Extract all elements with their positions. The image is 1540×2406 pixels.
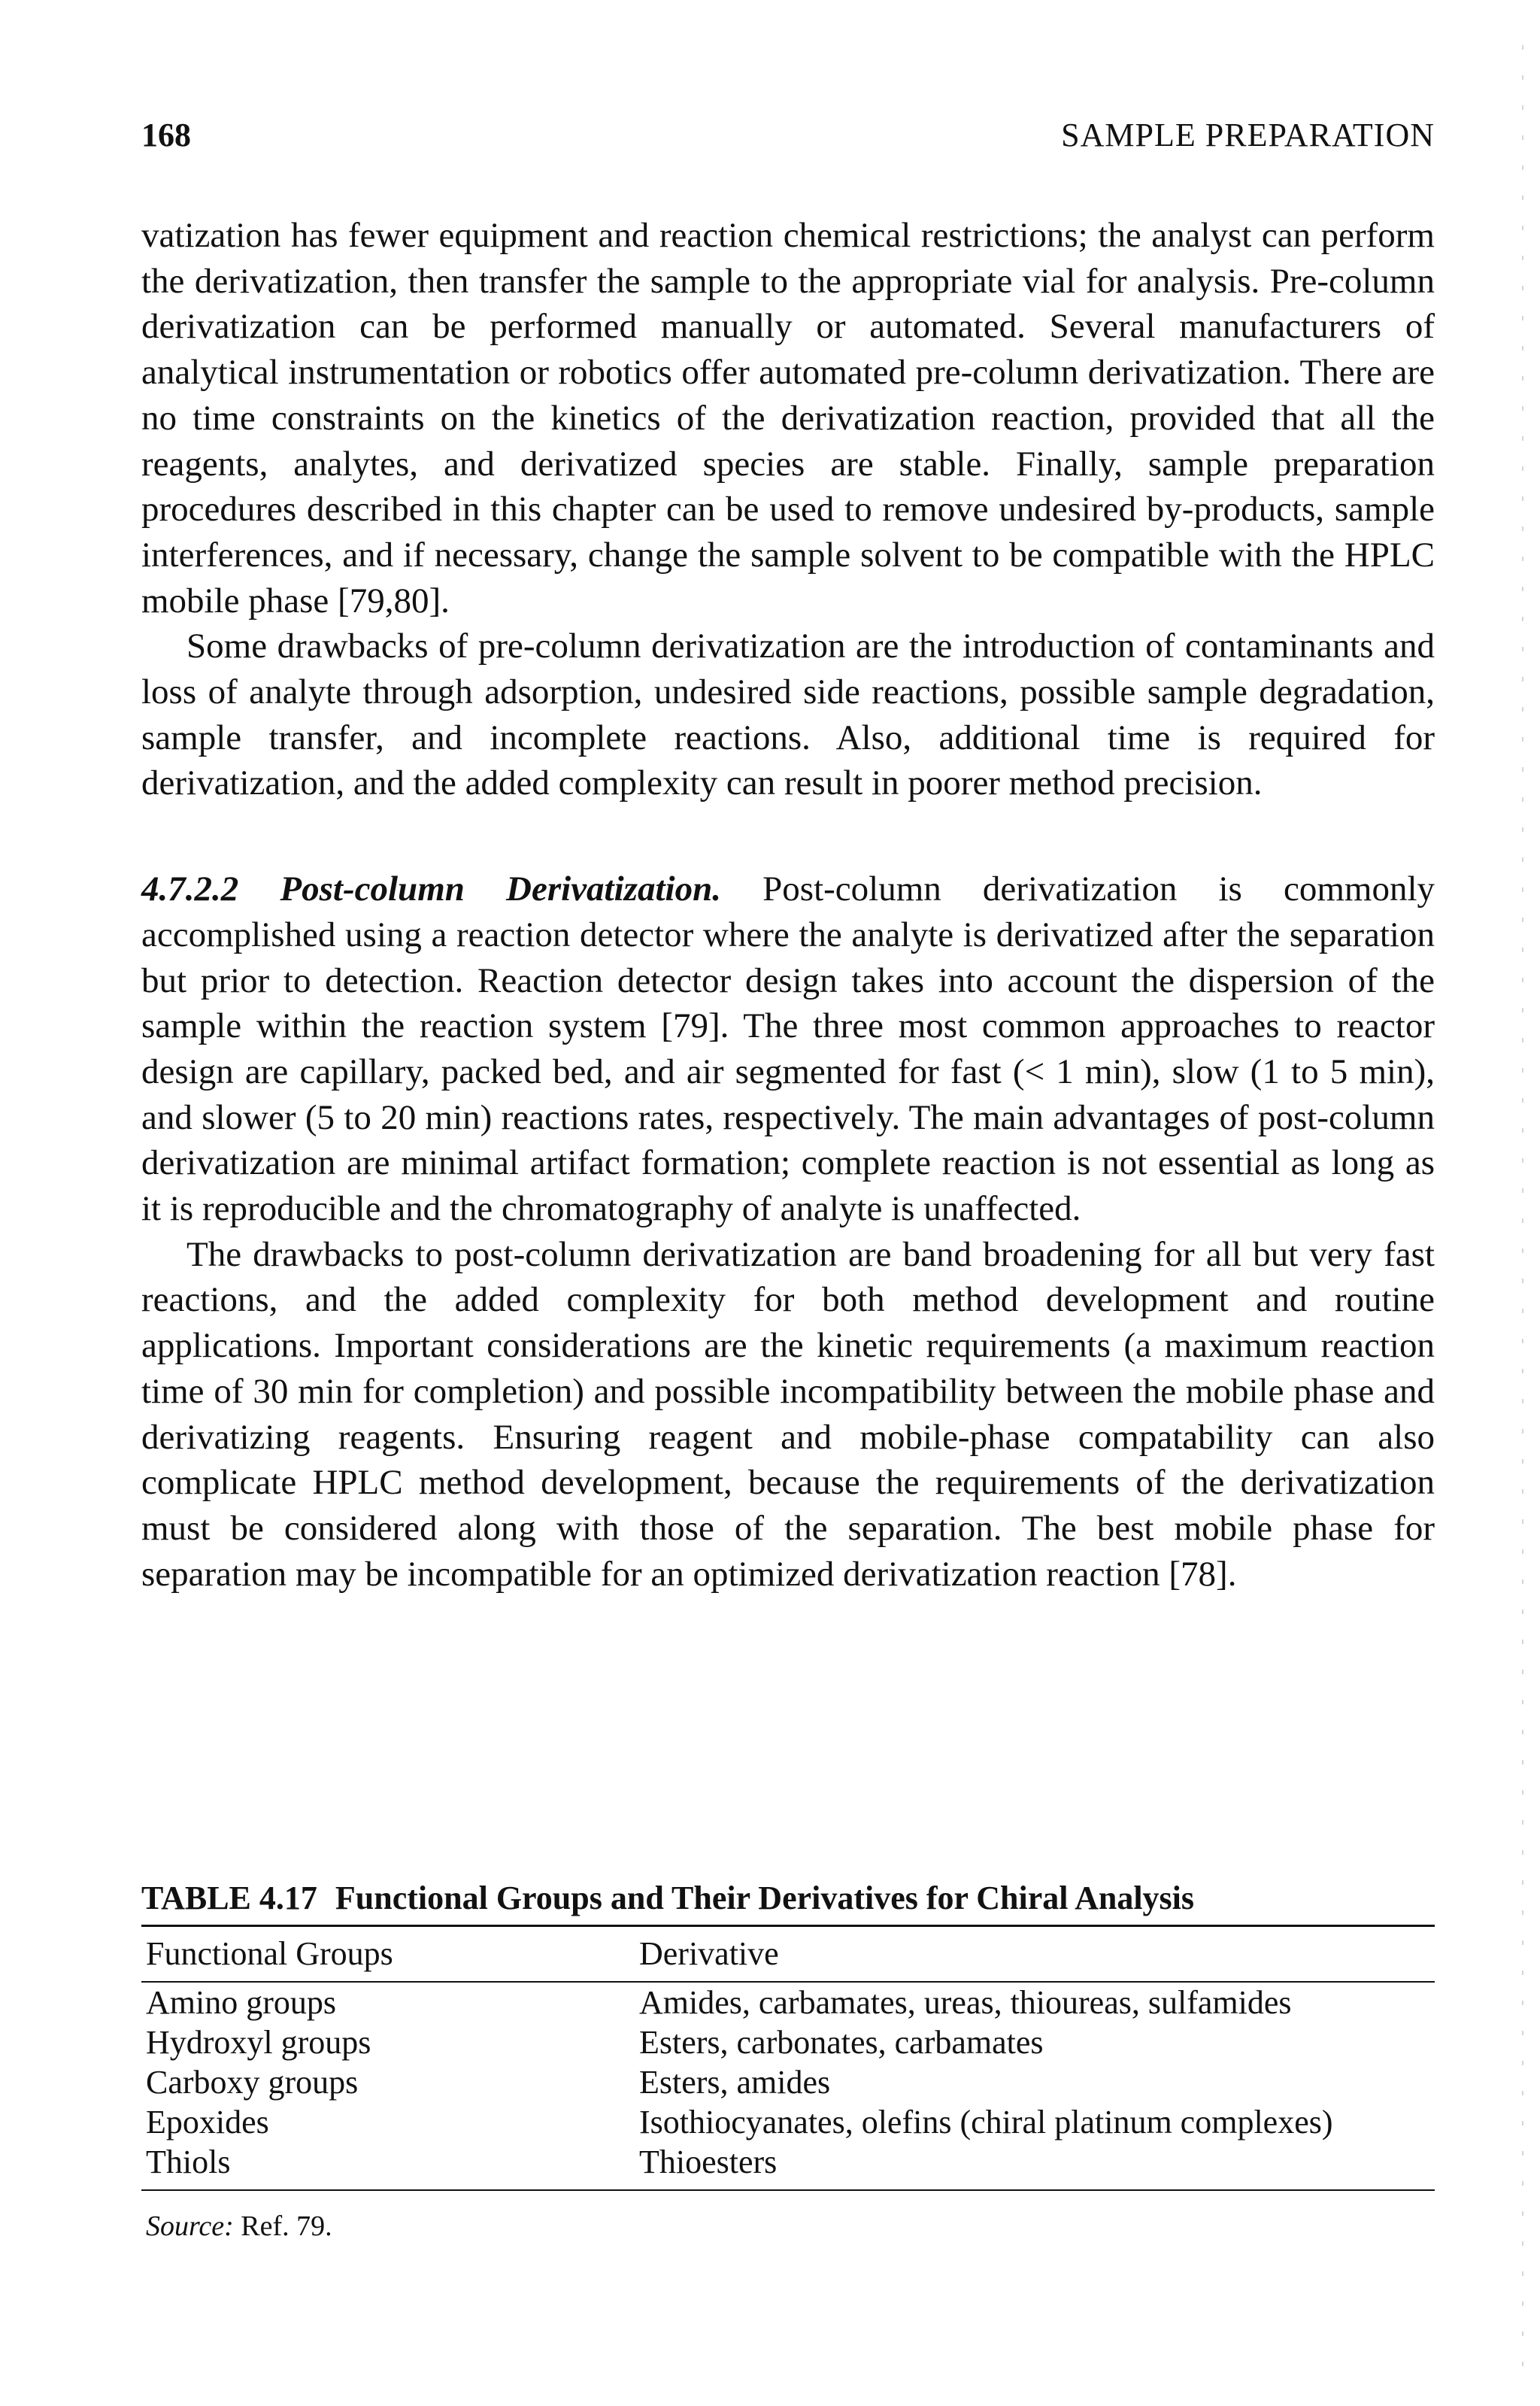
table-title: Functional Groups and Their Derivatives for Chiral Analysis	[335, 1880, 1195, 1916]
body-text	[141, 213, 1435, 1597]
page-number: 168	[141, 117, 191, 153]
paragraph-post-column-text: Post-column derivatization is commonly accomplished using a reaction detector where the analyte is derivatized after the separation but prior to detection. Reaction detector design takes into account the dispersion of the sample within the reaction system [79]. The three most common approaches to reactor design are capillary, packed bed, and air segmented for fast (< 1 min), slow (1 to 5 min), and slower (5 to 20 min) reactions rates, respectively. The main advantages of post-column derivatization are minimal artifact formation; complete reaction is not essential as long as it is reproducible and the chromatography of analyte is unaffected.	[141, 869, 1435, 1229]
table-source-note	[141, 2207, 1435, 2245]
table-4-17	[141, 1877, 1435, 2245]
table-row	[141, 2062, 1435, 2102]
table-cell: Thioesters	[639, 2144, 778, 2180]
table-label: TABLE 4.17	[141, 1880, 317, 1916]
paragraph-drawbacks-precolumn: Some drawbacks of pre-column derivatization are the introduction of contaminants and loss of analyte through adsorption, undesired side reactions, possible sample degradation, sample transfer, and incomplete reactions. Also, additional time is required for derivatization, and the added complexity can result in poorer method precision.	[141, 627, 1435, 803]
subsection-title: Post-column Derivatization.	[280, 869, 721, 909]
paragraph-post-column	[141, 866, 1435, 1232]
table-bottom-rule	[141, 2189, 1435, 2191]
table-cell: Epoxides	[146, 2104, 269, 2141]
table-row	[141, 2102, 1435, 2142]
source-label: Source:	[146, 2210, 234, 2242]
table-cell: Amino groups	[146, 1984, 336, 2021]
column-header: Functional Groups	[146, 1935, 393, 1972]
table-cell: Amides, carbamates, ureas, thioureas, sulfamides	[639, 1984, 1292, 2021]
column-header: Derivative	[639, 1935, 779, 1972]
table-cell: Isothiocyanates, olefins (chiral platinum complexes)	[639, 2104, 1333, 2141]
table-row	[141, 2022, 1435, 2062]
paragraph-drawbacks-postcolumn: The drawbacks to post-column derivatization are band broadening for all but very fast reactions, and the added complexity for both method development and routine applications. Important considerations are the kinetic requirements (a maximum reaction time of 30 min for completion) and possible incompatibility between the mobile phase and derivatizing reagents. Ensuring reagent and mobile-phase compatability can also complicate HPLC method development, because the requirements of the derivatization must be considered along with those of the separation. The best mobile phase for separation may be incompatible for an optimized derivatization reaction [78].	[141, 1234, 1435, 1594]
running-head-title: SAMPLE PREPARATION	[1061, 117, 1435, 153]
paragraph-continued: vatization has fewer equipment and reaction chemical restrictions; the analyst can perform the derivatization, then transfer the sample to the appropriate vial for analysis. Pre-column derivatization can be performed manually or automated. Several manufacturers of analytical instrumentation or robotics offer automated pre-column derivatization. There are no time constraints on the kinetics of the derivatization reaction, provided that all the reagents, analytes, and derivatized species are stable. Finally, sample preparation procedures described in this chapter can be used to remove undesired by-products, sample interferences, and if necessary, change the sample solvent to be compatible with the HPLC mobile phase [79,80].	[141, 216, 1435, 620]
scan-edge-mark	[1522, 45, 1523, 2377]
source-text: Ref. 79.	[241, 2210, 332, 2242]
table-cell: Thiols	[146, 2144, 231, 2180]
table-caption	[141, 1877, 1435, 1920]
derivatives-table	[141, 1927, 1435, 2189]
table-row	[141, 2142, 1435, 2189]
table-cell: Carboxy groups	[146, 2064, 359, 2101]
table-cell: Esters, carbonates, carbamates	[639, 2024, 1044, 2061]
table-cell: Hydroxyl groups	[146, 2024, 371, 2061]
subsection-number: 4.7.2.2	[141, 869, 239, 909]
table-header-row	[141, 1927, 1435, 1981]
table-row	[141, 1983, 1435, 2022]
table-cell: Esters, amides	[639, 2064, 831, 2101]
